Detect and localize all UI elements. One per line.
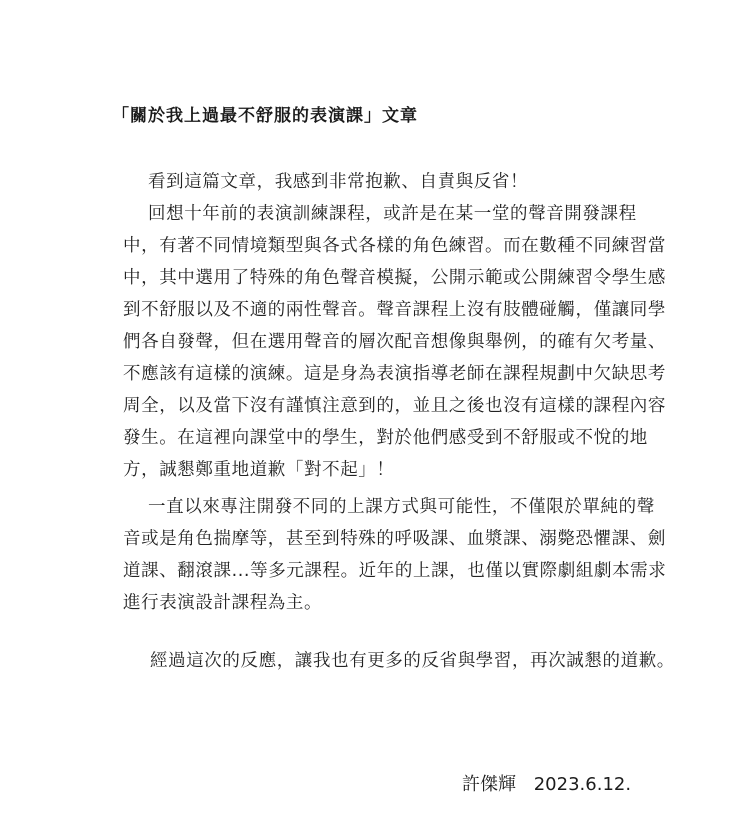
text-line: 經過這次的反應，讓我也有更多的反省與學習，再次誠懇的道歉。 bbox=[150, 651, 675, 671]
text-line: 音或是角色揣摩等，甚至到特殊的呼吸課、血漿課、溺斃恐懼課、劍 bbox=[123, 529, 666, 549]
text-line: 看到這篇文章，我感到非常抱歉、自責與反省！ bbox=[148, 172, 529, 192]
text-line: 回想十年前的表演訓練課程，或許是在某一堂的聲音開發課程 bbox=[148, 204, 637, 224]
text-line: 周全，以及當下沒有謹慎注意到的，並且之後也沒有這樣的課程內容 bbox=[123, 396, 666, 416]
text-line: 道課、翻滾課...等多元課程。近年的上課，也僅以實際劇組劇本需求 bbox=[123, 561, 667, 581]
paragraph-courses bbox=[123, 491, 667, 619]
signature bbox=[462, 770, 631, 796]
text-line: 進行表演設計課程為主。 bbox=[123, 593, 323, 613]
text-line: 中，其中選用了特殊的角色聲音模擬，公開示範或公開練習令學生感 bbox=[123, 268, 666, 288]
text-line: 中，有著不同情境類型與各式各樣的角色練習。而在數種不同練習當 bbox=[123, 236, 666, 256]
paragraph-closing bbox=[150, 645, 680, 677]
text-line: 發生。在這裡向課堂中的學生，對於他們感受到不舒服或不悅的地 bbox=[123, 428, 648, 448]
signature-date: 2023.6.12. bbox=[533, 774, 632, 795]
text-line: 方，誠懇鄭重地道歉「對不起」！ bbox=[123, 460, 395, 480]
text-line: 們各自發聲，但在選用聲音的層次配音想像與舉例，的確有欠考量、 bbox=[123, 332, 666, 352]
paragraph-apology bbox=[123, 166, 666, 486]
text-line: 不應該有這樣的演練。這是身為表演指導老師在課程規劃中欠缺思考 bbox=[123, 364, 666, 384]
signature-name: 許傑輝 bbox=[462, 774, 516, 795]
text-line: 到不舒服以及不適的兩性聲音。聲音課程上沒有肢體碰觸，僅讓同學 bbox=[123, 300, 666, 320]
document-title: 「關於我上過最不舒服的表演課」文章 bbox=[112, 106, 418, 126]
text-line: 一直以來專注開發不同的上課方式與可能性，不僅限於單純的聲 bbox=[148, 497, 655, 517]
